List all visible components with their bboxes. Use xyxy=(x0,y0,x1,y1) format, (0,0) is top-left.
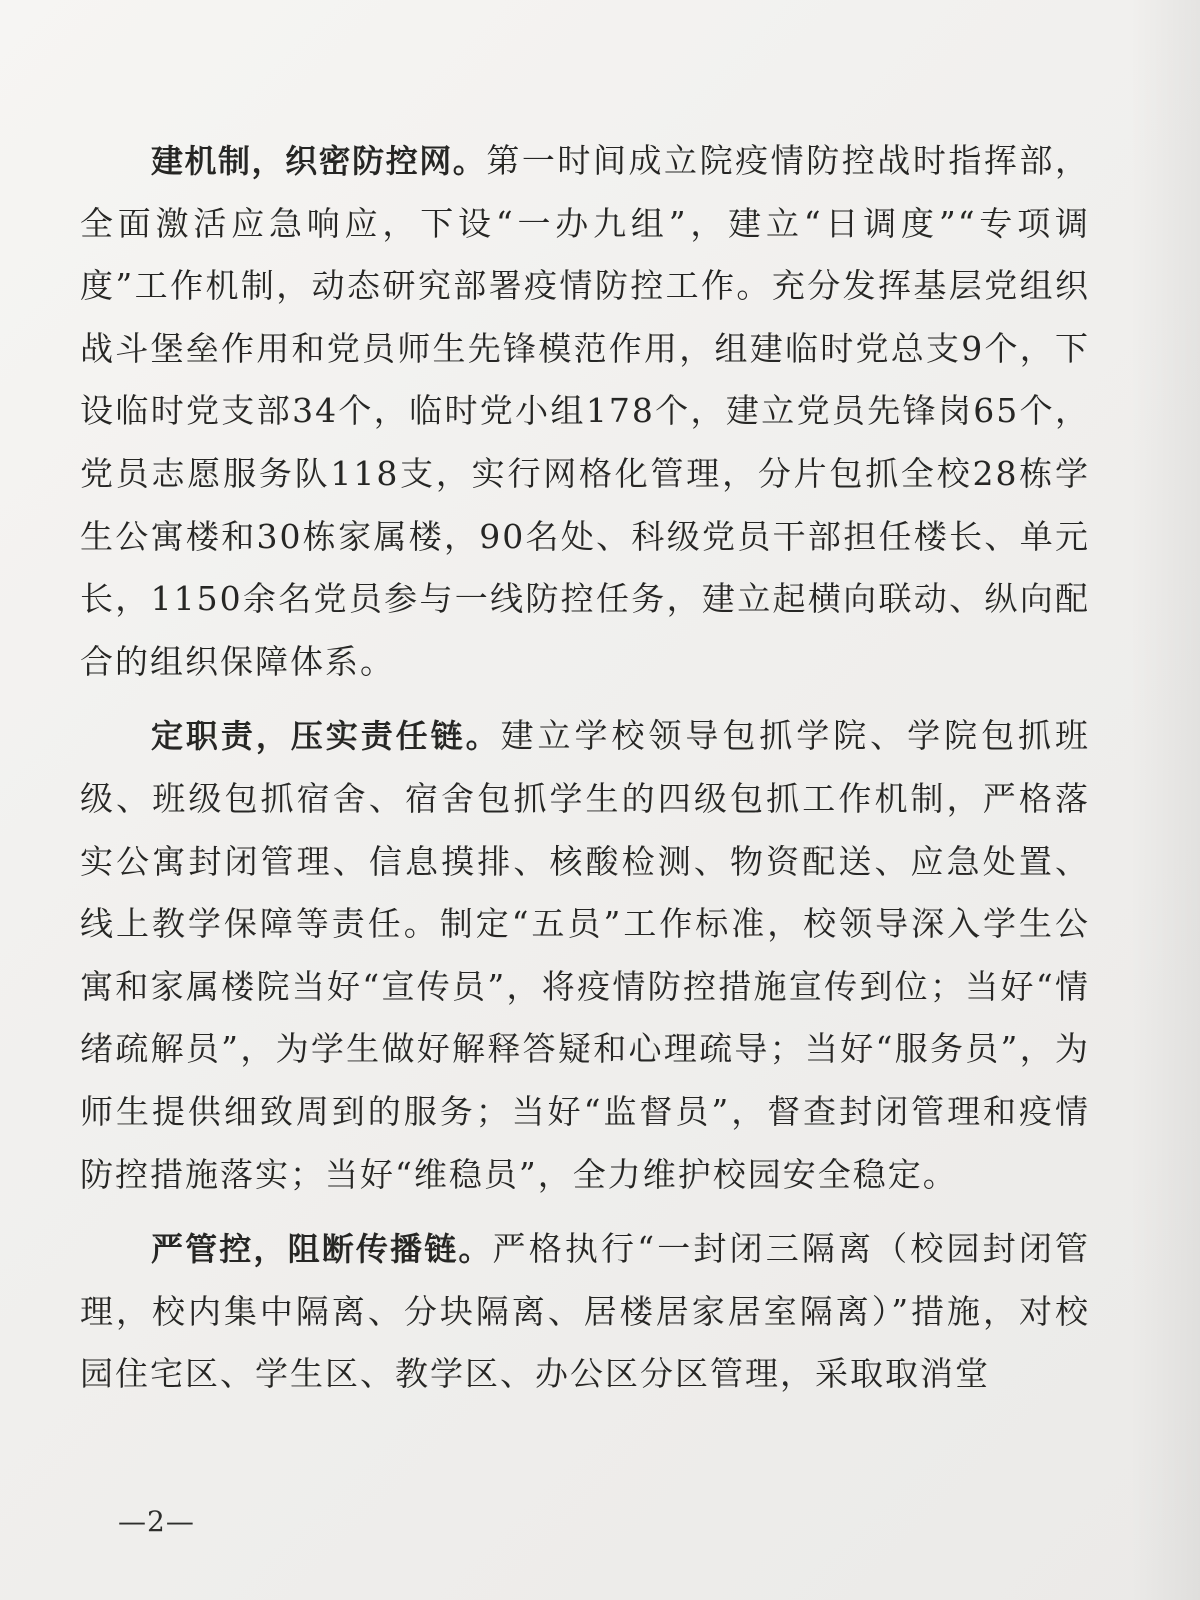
paragraph-heading: 严管控，阻断传播链。 xyxy=(150,1230,493,1269)
page-number: —2— xyxy=(118,1505,195,1538)
paragraph-heading: 定职责，压实责任链。 xyxy=(150,717,501,756)
paragraph-mechanism xyxy=(80,130,1090,693)
paragraph-text: 严格执行“一封闭三隔离（校园封闭管理，校内集中隔离、分块隔离、居楼居家居室隔离）”措施，对校园住宅区、学生区、教学区、办公区分区管理，采取取消堂 xyxy=(80,1229,1090,1394)
paragraph-heading: 建机制，织密防控网。 xyxy=(150,142,487,180)
paragraph-responsibility xyxy=(80,705,1090,1206)
document-body xyxy=(80,130,1090,1406)
page-shadow xyxy=(1130,0,1200,1600)
paragraph-text: 第一时间成立院疫情防控战时指挥部，全面激活应急响应，下设“一办九组”，建立“日调度”“专项调度”工作机制，动态研究部署疫情防控工作。充分发挥基层党组织战斗堡垒作用和党员师生先锋模范作用，组建临时党总支9个，下设临时党支部34个，临时党小组178个，建立党员先锋岗65个，党员志愿服务队118支，实行网格化管理，分片包抓全校28栋学生公寓楼和30栋家属楼，90名处、科级党员干部担任楼长、单元长，1150余名党员参与一线防控任务，建立起横向联动、纵向配合的组织保障体系。 xyxy=(80,141,1090,681)
paragraph-control xyxy=(80,1218,1090,1406)
paragraph-text: 建立学校领导包抓学院、学院包抓班级、班级包抓宿舍、宿舍包抓学生的四级包抓工作机制，严格落实公寓封闭管理、信息摸排、核酸检测、物资配送、应急处置、线上教学保障等责任。制定“五员”工作标准，校领导深入学生公寓和家属楼院当好“宣传员”，将疫情防控措施宣传到位；当好“情绪疏解员”，为学生做好解释答疑和心理疏导；当好“服务员”，为师生提供细致周到的服务；当好“监督员”，督查封闭管理和疫情防控措施落实；当好“维稳员”，全力维护校园安全稳定。 xyxy=(80,716,1090,1194)
